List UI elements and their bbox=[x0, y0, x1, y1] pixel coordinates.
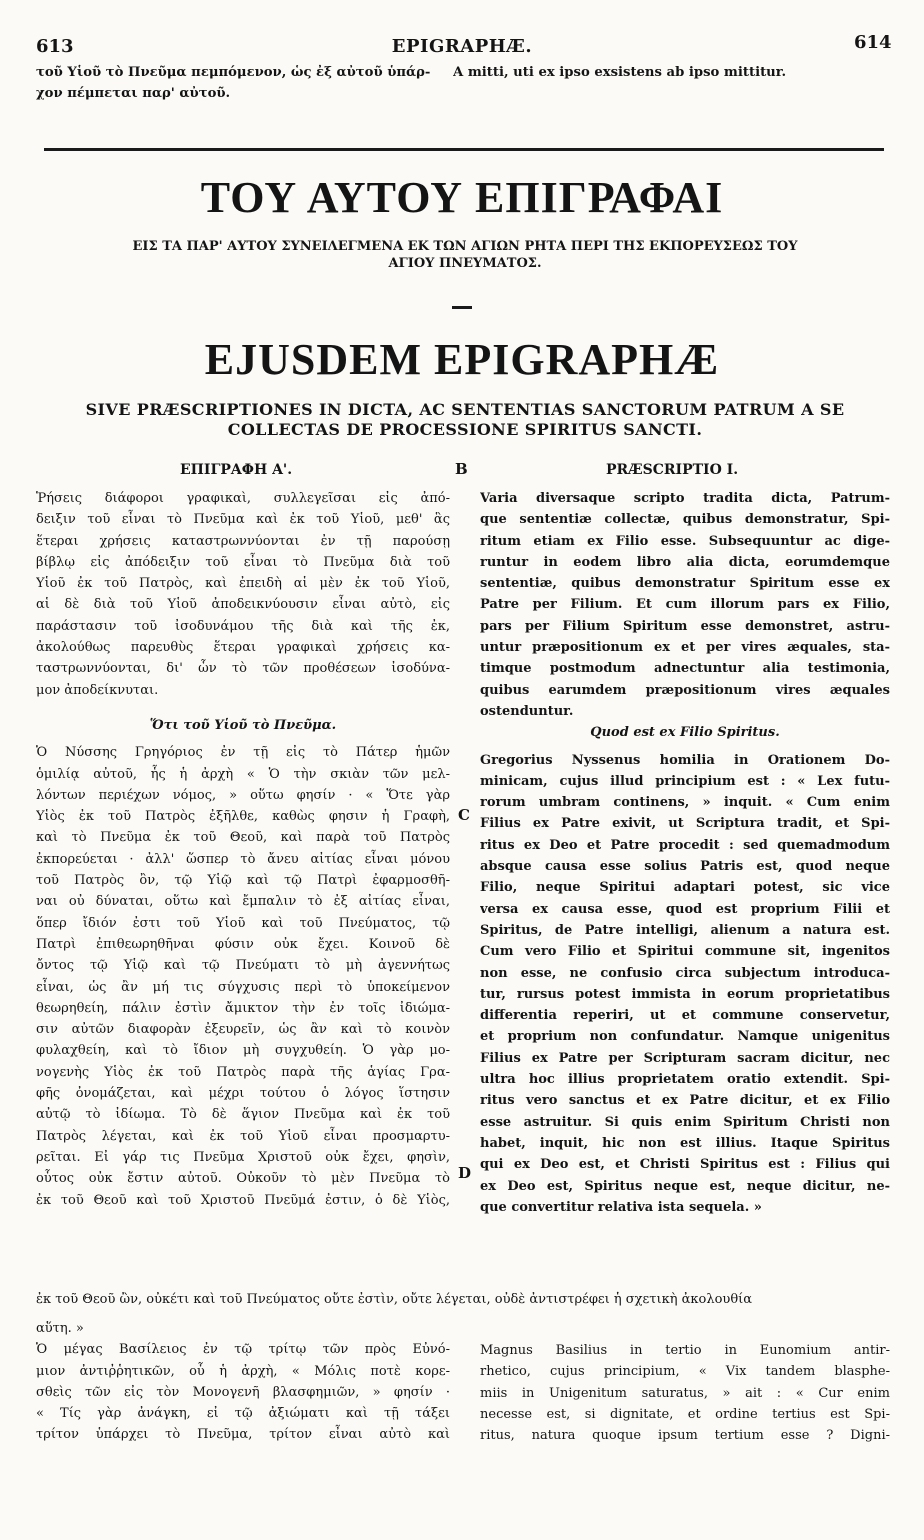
text-line: necesse est, si dignitate, et ordine tertius est Spi- bbox=[480, 1406, 890, 1422]
text-line: ὁμιλίᾳ αὐτοῦ, ἧς ἡ ἀρχὴ « Ὁ τὴν σκιὰν τῶν μελ- bbox=[36, 766, 450, 782]
text-line: Πατρὶ ἐπιθεωρηθῆναι φύσιν οὐκ ἔχει. Κοινοῦ δὲ bbox=[36, 936, 450, 952]
text-line: οὗτος οὐκ ἔστιν αὐτοῦ. Οὐκοῦν τὸ μὲν Πνεῦμα τὸ bbox=[36, 1171, 450, 1187]
spacer bbox=[36, 701, 450, 715]
top-greek-fragment bbox=[36, 62, 448, 104]
greek-subtitle bbox=[60, 238, 870, 272]
greek-paragraph-2 bbox=[36, 742, 450, 1211]
text-line: habet, inquit, hic non est illius. Itaque Spiritus bbox=[480, 1135, 890, 1151]
text-line: μιον ἀντιῤῥητικῶν, οὗ ἡ ἀρχὴ, « Μόλις ποτὲ κορε- bbox=[36, 1363, 450, 1379]
text-line: SIVE PRÆSCRIPTIONES IN DICTA, AC SENTENTIAS SANCTORUM PATRUM A SE bbox=[85, 400, 845, 419]
greek-full-width-line: ἐκ τοῦ Θεοῦ ὢν, οὐκέτι καὶ τοῦ Πνεύματος οὔτε ἐστὶν, οὔτε λέγεται, οὐδὲ ἀντιστρέφει ἡ σχετικὴ ἀκολουθία bbox=[36, 1292, 753, 1307]
text-line: νογενὴς Υἱὸς ἐκ τοῦ Πατρὸς παρὰ τῆς ἁγίας Γρα- bbox=[36, 1064, 450, 1080]
text-line: τοῦ Υἱοῦ τὸ Πνεῦμα πεμπόμενον, ὡς ἐξ αὐτοῦ ὑπάρ- bbox=[36, 65, 431, 80]
text-line: ἀκολούθως παρευθὺς ἕτεραι γραφικαὶ χρήσεις κα- bbox=[36, 640, 450, 656]
text-line: versa ex causa esse, quod est proprium Filii et bbox=[480, 901, 890, 917]
text-line: A mitti, uti ex ipso exsistens ab ipso mittitur. bbox=[453, 65, 787, 80]
text-line: παράστασιν τοῦ ἰσοδυνάμου τῆς διὰ καὶ τῆς ἐκ, bbox=[36, 618, 450, 634]
text-line: αἱ δὲ διὰ τοῦ Υἱοῦ ἀποδεικνύουσιν εἶναι αὐτὸ, εἰς bbox=[36, 597, 450, 613]
text-line: αὐτῷ τὸ ἰδίωμα. Τὸ δὲ ἅγιον Πνεῦμα καὶ ἐκ τοῦ bbox=[36, 1107, 450, 1123]
top-latin-fragment bbox=[453, 62, 873, 83]
latin-subtitle bbox=[40, 400, 890, 440]
text-line: Υἱὸς ἐκ τοῦ Πατρὸς ἐξῆλθε, καθὼς φησιν ἡ Γραφὴ, bbox=[36, 809, 450, 825]
greek-column-continued bbox=[36, 1318, 450, 1446]
text-line: ΑΓΙΟΥ ΠΝΕΥΜΑΤΟΣ. bbox=[388, 256, 542, 271]
text-line: Υἱοῦ ἐκ τοῦ Πατρὸς, καὶ ἐπειδὴ αἱ μὲν ἐκ τοῦ Υἱοῦ, bbox=[36, 576, 450, 592]
text-line: τρίτον ὑπάρχει τὸ Πνεῦμα, τρίτον εἶναι αὐτὸ καὶ bbox=[36, 1427, 450, 1443]
text-line: εἶναι, ὡς ἂν μή τις σύγχυσις περὶ τὸ ὑποκείμενον bbox=[36, 979, 450, 995]
text-line: Filius ex Patre exivit, ut Scriptura tradit, et Spi- bbox=[480, 816, 890, 832]
page-number-left: 613 bbox=[36, 36, 74, 57]
latin-paragraph-2 bbox=[480, 750, 890, 1219]
text-line: que sententiæ collectæ, quibus demonstratur, Spi- bbox=[480, 512, 890, 528]
text-line: « Τίς γὰρ ἀνάγκη, εἰ τῷ ἀξιώματι καὶ τῇ τάξει bbox=[36, 1406, 450, 1422]
title-separator-dash bbox=[452, 306, 472, 309]
text-line: Spiritus, de Patre intelligi, alienum a natura est. bbox=[480, 922, 890, 938]
text-line: differentia reperiri, ut et commune conservetur, bbox=[480, 1008, 890, 1024]
text-line: ritus vero sanctus et ex Patre dicitur, et ex Filio bbox=[480, 1093, 890, 1109]
text-line: miis in Unigenitum saturatus, » ait : « Cur enim bbox=[480, 1385, 890, 1401]
text-line: αὕτη. » bbox=[36, 1321, 84, 1336]
latin-column bbox=[480, 488, 890, 1218]
greek-title: ΤΟΥ ΑΥΤΟΥ ΕΠΙΓΡΑΦΑΙ bbox=[200, 173, 724, 222]
greek-paragraph-1 bbox=[36, 488, 450, 701]
text-line: θεωρηθείη, πάλιν ἐστὶν ἄμικτον τὴν ἐν τοῖς ἰδιώμα- bbox=[36, 1000, 450, 1016]
text-line: quibus earumdem præpositionum vires æquales bbox=[480, 682, 890, 698]
text-line: Πατρὸς λέγεται, καὶ ἐκ τοῦ Υἱοῦ εἶναι προσμαρτυ- bbox=[36, 1128, 450, 1144]
text-line: Varia diversaque scripto tradita dicta, Patrum- bbox=[480, 491, 890, 506]
text-line: Magnus Basilius in tertio in Eunomium antir- bbox=[480, 1343, 890, 1358]
text-line: μον ἀποδείκνυται. bbox=[36, 682, 159, 698]
text-line: Ῥήσεις διάφοροι γραφικαὶ, συλλεγεῖσαι εἰς ἀπό- bbox=[36, 491, 450, 506]
text-line: ritus, natura quoque ipsum tertium esse ? Digni- bbox=[480, 1428, 890, 1444]
text-line: non esse, ne confusio circa subjectum introduca- bbox=[480, 965, 890, 981]
text-line: ultra hoc illius proprietatem oratio extendit. Spi- bbox=[480, 1072, 890, 1088]
text-line: ritus ex Deo et Patre procedit : sed quemadmodum bbox=[480, 837, 890, 853]
greek-column-heading: ΕΠΙΓΡΑΦΗ Α'. bbox=[180, 462, 293, 478]
text-line: σιν αὐτῶν διαφορὰν ἐξευρεῖν, ὡς ἂν καὶ τὸ κοινὸν bbox=[36, 1022, 450, 1038]
text-line: tur, rursus potest immista in eorum proprietatibus bbox=[480, 986, 890, 1002]
greek-subheading: Ὅτι τοῦ Υἱοῦ τὸ Πνεῦμα. bbox=[149, 717, 337, 733]
text-line: ἐκπορεύεται · ἀλλ' ὥσπερ τὸ ἄνευ αἰτίας εἶναι μόνου bbox=[36, 851, 450, 867]
text-line: καὶ τὸ Πνεῦμα ἐκ τοῦ Θεοῦ, καὶ παρὰ τοῦ Πατρὸς bbox=[36, 830, 450, 846]
text-line: pars per Filium Spiritum esse demonstret, astru- bbox=[480, 618, 890, 634]
text-line: ρεῖται. Εἰ γάρ τις Πνεῦμα Χριστοῦ οὐκ ἔχει, φησὶν, bbox=[36, 1149, 450, 1165]
text-line: λόντων περιέχων νόμος, » οὕτω φησίν · « Ὅτε γὰρ bbox=[36, 787, 450, 803]
text-line: ostenduntur. bbox=[480, 703, 574, 719]
text-line: et proprium non confundatur. Namque unigenitus bbox=[480, 1029, 890, 1045]
text-line: rhetico, cujus principium, « Vix tandem blasphe- bbox=[480, 1364, 890, 1380]
text-line: Cum vero Filio et Spiritui commune sit, ingenitos bbox=[480, 944, 890, 960]
text-line: Gregorius Nyssenus homilia in Orationem Do- bbox=[480, 752, 890, 768]
text-line: minicam, cujus illud principium est : « Lex futu- bbox=[480, 773, 890, 789]
text-line: χον πέμπεται παρ' αὐτοῦ. bbox=[36, 86, 231, 101]
margin-letter-c: C bbox=[458, 806, 470, 824]
text-line: sententiæ, quibus demonstratur Spiritum esse ex bbox=[480, 576, 890, 592]
text-line: φῆς ὀνομάζεται, καὶ μέχρι τούτου ὁ λόγος ἵστησιν bbox=[36, 1086, 450, 1102]
text-line: ταστρωννύονται, δι' ὧν τὸ τῶν προθέσεων ἰσοδύνα- bbox=[36, 661, 450, 677]
horizontal-rule bbox=[44, 148, 884, 151]
text-line: timque postmodum adnectuntur alia testimonia, bbox=[480, 661, 890, 677]
text-line: que convertitur relativa ista sequela. » bbox=[480, 1199, 762, 1215]
latin-paragraph-1 bbox=[480, 488, 890, 722]
text-line: βίβλῳ εἰς ἀπόδειξιν τοῦ εἶναι τὸ Πνεῦμα διὰ τοῦ bbox=[36, 554, 450, 570]
text-line: ex Deo est, Spiritus neque est, neque dicitur, ne- bbox=[480, 1178, 890, 1194]
latin-column-heading: PRÆSCRIPTIO I. bbox=[606, 462, 739, 478]
text-line: qui ex Deo est, et Christi Spiritus est : Filius qui bbox=[480, 1157, 890, 1173]
text-line: untur præpositionum ex et per vires æquales, sta- bbox=[480, 640, 890, 656]
latin-column-continued bbox=[480, 1340, 890, 1446]
text-line: Ὁ μέγας Βασίλειος ἐν τῷ τρίτῳ τῶν πρὸς Εὐνό- bbox=[36, 1342, 450, 1358]
text-line: Filius ex Patre per Scripturam sacram dicitur, nec bbox=[480, 1050, 890, 1066]
text-line: COLLECTAS DE PROCESSIONE SPIRITUS SANCTI. bbox=[227, 420, 703, 439]
margin-letter-b: B bbox=[455, 460, 468, 478]
text-line: Patre per Filium. Et cum illorum pars ex Filio, bbox=[480, 597, 890, 613]
text-line: φυλαχθείη, καὶ τὸ ἴδιον μὴ συγχυθείη. Ὁ γὰρ μο- bbox=[36, 1043, 450, 1059]
text-line: ἕτεραι χρήσεις καταστρωννύονται ἐν τῇ παρούσῃ bbox=[36, 533, 450, 549]
greek-column bbox=[36, 488, 450, 1211]
text-line: runtur in eodem libro alia dicta, eorumdemque bbox=[480, 554, 890, 570]
text-line: ritum etiam ex Filio esse. Subsequuntur ac dige- bbox=[480, 533, 890, 549]
text-line: τοῦ Πατρὸς ὂν, τῷ Υἱῷ καὶ τῷ Πατρὶ ἐφαρμοσθῆ- bbox=[36, 873, 450, 889]
text-line: σθεὶς τῶν εἰς τὸν Μονογενῆ βλασφημιῶν, » φησίν · bbox=[36, 1384, 450, 1400]
text-line: ἐκ τοῦ Θεοῦ καὶ τοῦ Χριστοῦ Πνεῦμά ἐστιν, ὁ δὲ Υἱὸς, bbox=[36, 1192, 450, 1208]
text-line: rorum umbram continens, » inquit. « Cum enim bbox=[480, 795, 890, 811]
text-line: ΕΙΣ ΤΑ ΠΑΡ' ΑΥΤΟΥ ΣΥΝΕΙΛΕΓΜΕΝΑ ΕΚ ΤΩΝ ΑΓΙΩΝ ΡΗΤΑ ΠΕΡΙ ΤΗΣ ΕΚΠΟΡΕΥΣΕΩΣ ΤΟΥ bbox=[132, 239, 798, 254]
margin-letter-d: D bbox=[458, 1164, 472, 1182]
text-line: absque causa esse solius Patris est, quod neque bbox=[480, 859, 890, 875]
text-line: Ὁ Νύσσης Γρηγόριος ἐν τῇ εἰς τὸ Πάτερ ἡμῶν bbox=[36, 745, 450, 761]
latin-subheading: Quod est ex Filio Spiritus. bbox=[590, 725, 780, 741]
text-line: ὄντος τῷ Υἱῷ καὶ τῷ Πνεύματι τὸ μὴ ἀγεννήτως bbox=[36, 958, 450, 974]
text-line: ὅπερ ἴδιόν ἐστι τοῦ Υἱοῦ καὶ τοῦ Πνεύματος, τῷ bbox=[36, 915, 450, 931]
page-number-right: 614 bbox=[854, 32, 892, 53]
text-line: ναι οὐ δύναται, οὕτω καὶ ἔμπαλιν τὸ ἐξ αἰτίας εἶναι, bbox=[36, 894, 450, 910]
running-title: EPIGRAPHÆ. bbox=[391, 36, 533, 57]
text-line: Filio, neque Spiritui adaptari potest, sic vice bbox=[480, 880, 890, 896]
text-line: δειξιν τοῦ εἶναι τὸ Πνεῦμα καὶ ἐκ τοῦ Υἱοῦ, μεθ' ἃς bbox=[36, 512, 450, 528]
text-line: esse astruitur. Si quis enim Spiritum Christi non bbox=[480, 1114, 890, 1130]
latin-title: EJUSDEM EPIGRAPHÆ bbox=[204, 335, 720, 384]
